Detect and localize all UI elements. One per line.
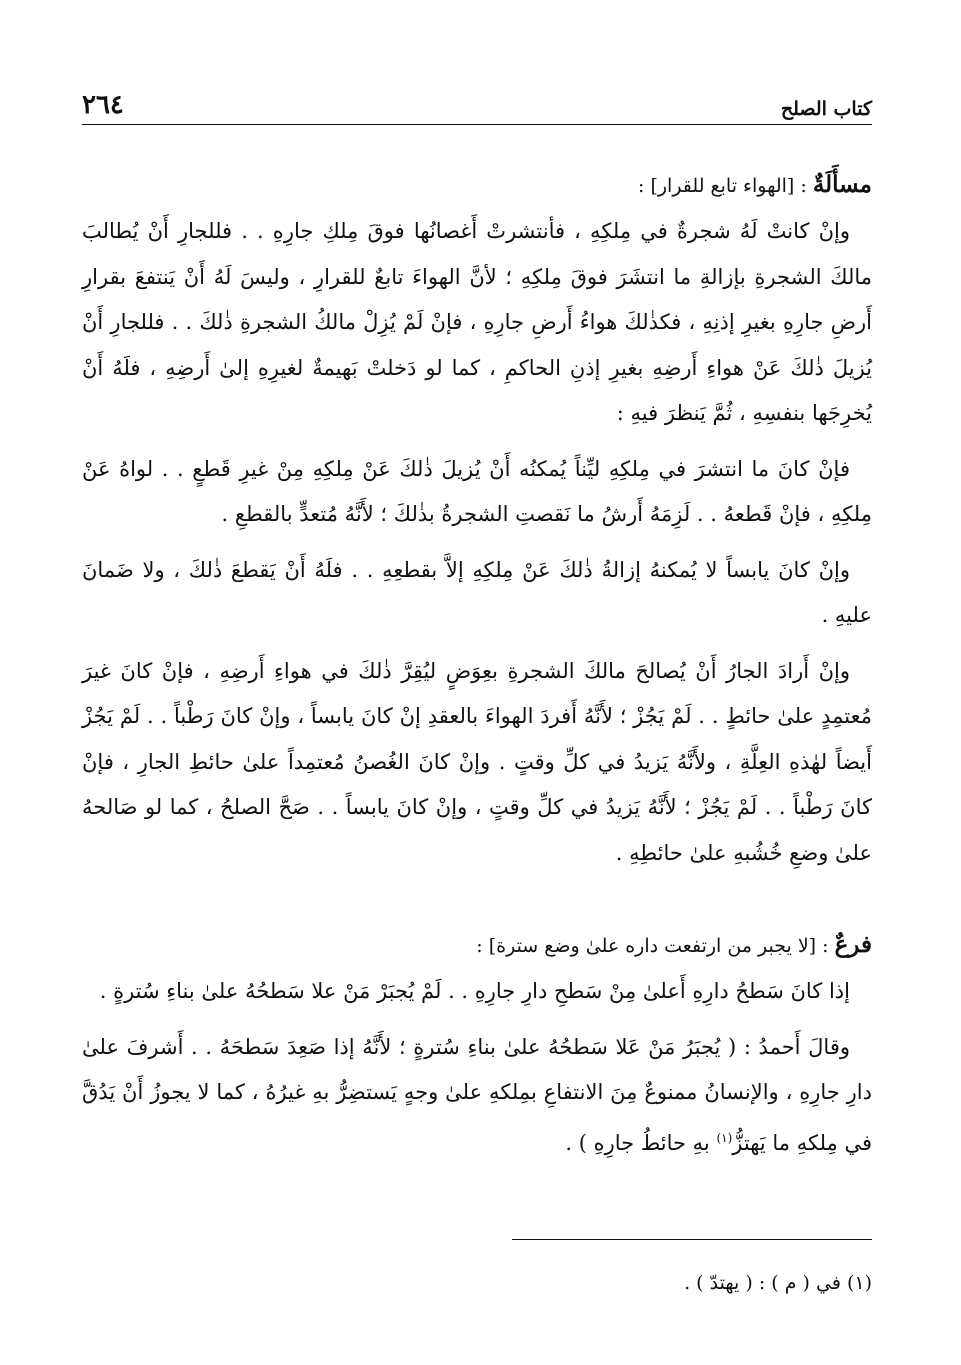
footnote: (١) في ( م ) : ( يهتدّ ) . [684,1272,872,1294]
paragraph-text: بهِ حائطُ جارِهِ ) . [565,1130,717,1155]
paragraph: فإنْ كانَ ما انتشرَ في مِلكِهِ ليِّناً يُمكنُه أَنْ يُزيلَ ذٰلكَ عَنْ مِلكِهِ مِنْ غيرِ قَطعٍ . . لواهُ عَنْ مِلكِهِ ، فإنْ قَطعهُ . . لَزِمَهُ أَرشُ ما نَقصتِ الشجرةُ بذٰلكَ ؛ لأَنَّهُ مُتعدٍّ بالقطعِ . [82,456,872,526]
footnote-marker[interactable]: (١) [716,1130,733,1145]
heading-title: : [لا يجبر من ارتفعت داره علىٰ وضع سترة] : [476,935,835,957]
page-body [82,162,872,1166]
page-number: ٢٦٤ [82,90,124,120]
heading-keyword: فرعٌ [834,931,872,958]
section-heading-far [82,922,872,969]
paragraph: وإنْ أَرادَ الجارُ أَنْ يُصالحَ مالكَ الشجرةِ بعِوَضٍ ليُقِرَّ ذٰلكَ في هواءِ أَرضِهِ ، فإنْ كانَ غيرَ مُعتمِدٍ علىٰ حائطٍ . . لَمْ يَجُزْ ؛ لأَنَّهُ أَفردَ الهواءَ بالعقدِ إنْ كانَ يابساً ، وإنْ كانَ رَطْباً . . لَمْ يَجُزْ أَيضاً لهٰذهِ العِلَّةِ ، ولأَنَّهُ يَزيدُ في كلِّ وقتٍ . وإنْ كانَ الغُصنُ مُعتمِداً علىٰ حائطِ الجارِ ، فإنْ كانَ رَطْباً . . لَمْ يَجُزْ ؛ لأَنَّهُ يَزيدُ في كلِّ وقتٍ ، وإنْ كانَ يابساً . . صَحَّ الصلحُ ، كما لو صَالحهُ علىٰ وضعِ خُشُبهِ علىٰ حائطِهِ . [82,658,872,865]
book-title: كتاب الصلح [780,98,872,120]
heading-keyword: مسأَلَةٌ [812,171,872,198]
section-heading-masala [82,162,872,209]
paragraph [82,1025,872,1167]
paragraph: إذا كانَ سَطحُ دارِهِ أَعلىٰ مِنْ سَطحِ دارِ جارِهِ . . لَمْ يُجبَرْ مَنْ علا سَطحُهُ علىٰ بناءِ سُترةٍ . [99,979,850,1003]
paragraph-text: وقالَ أَحمدُ : ( يُجبَرُ مَنْ عَلا سَطحُهُ علىٰ بناءِ سُترةٍ ؛ لأَنَّهُ إذا صَعِدَ سَطحَهُ . . أَشرفَ علىٰ دارِ جارِهِ ، والإنسانُ ممنوعٌ مِنَ الانتفاعِ بمِلكهِ علىٰ وجهٍ يَستضِرُّ بهِ غيرُهُ ، كما لا يجوزُ أَنْ يَدُقَّ في مِلكهِ ما يَهتزُّ [82,1034,872,1155]
page-header [82,86,872,125]
footnote-divider [512,1239,872,1240]
paragraph: وإنْ كانتْ لَهُ شجرةٌ في مِلكِهِ ، فأنتشرتْ أَغصانُها فوقَ مِلكِ جارِهِ . . فللجارِ أَنْ يُطالبَ مالكَ الشجرةِ بإزالةِ ما انتشَرَ فوقَ مِلكِهِ ؛ لأنَّ الهواءَ تابعٌ للقرارِ ، وليسَ لَهُ أَنْ يَنتفعَ بقرارِ أَرضِ جارِهِ بغيرِ إذنِهِ ، فكذٰلكَ هواءُ أَرضِ جارِهِ ، فإنْ لَمْ يُزِلْ مالكُ الشجرةِ ذٰلكَ . . فللجارِ أَنْ يُزيلَ ذٰلكَ عَنْ هواءِ أَرضِهِ بغيرِ إذنِ الحاكمِ ، كما لو دَخلتْ بَهيمةٌ لغيرِهِ إلىٰ أَرضِهِ ، فلَهُ أَنْ يُخرِجَها بنفسِهِ ، ثُمَّ يَنظرَ فيهِ : [82,219,873,425]
heading-title: : [الهواء تابع للقرار] : [638,175,813,197]
paragraph: وإنْ كانَ يابساً لا يُمكنهُ إزالةُ ذٰلكَ عَنْ مِلكِهِ إلاَّ بقطعِهِ . . فلَهُ أَنْ يَقطعَ ذٰلكَ ، ولا ضَمانَ عليهِ . [82,557,872,627]
book-page [82,0,872,1365]
